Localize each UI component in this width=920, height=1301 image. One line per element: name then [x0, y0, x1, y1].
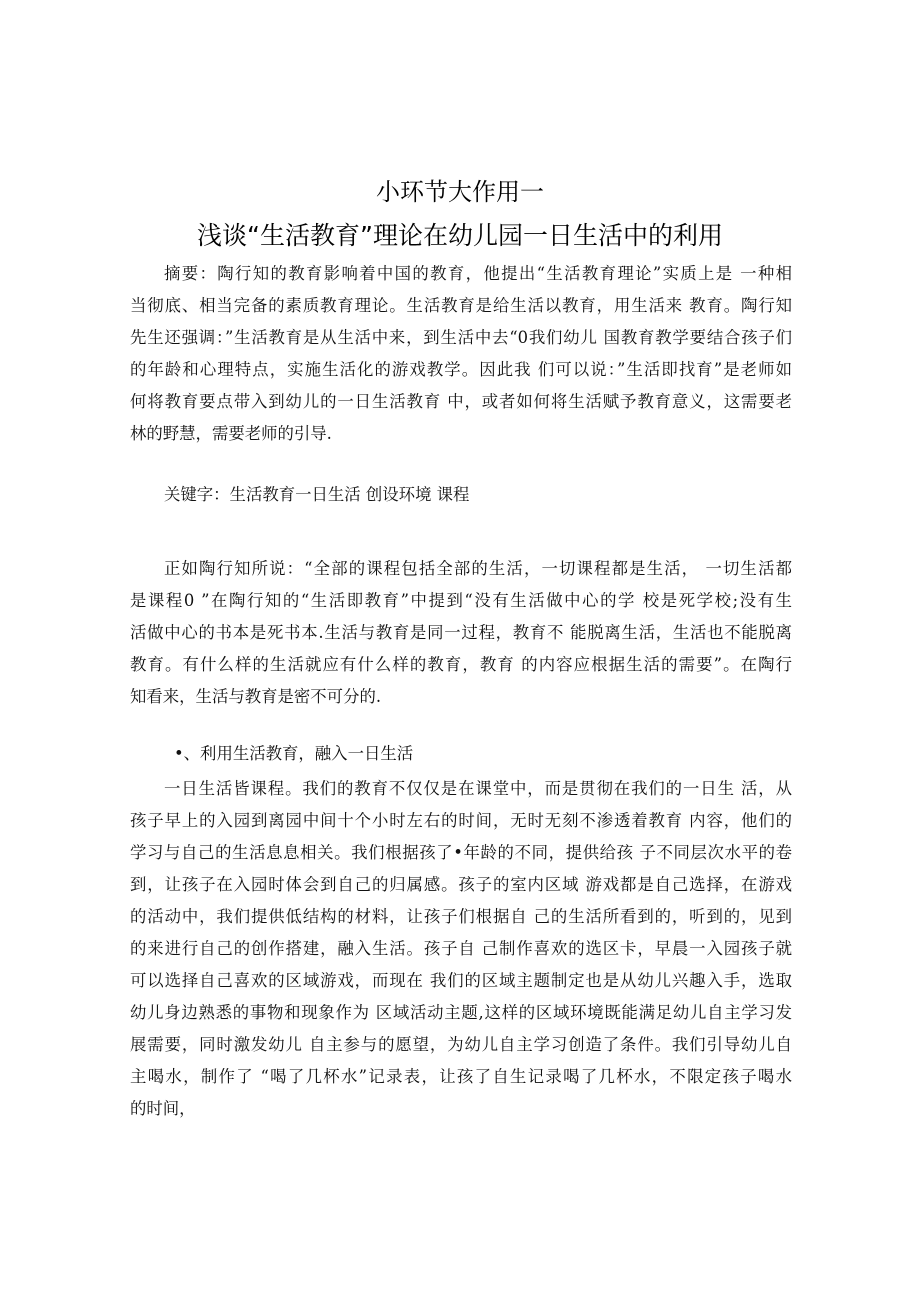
intro-line: 是课程0 ”在陶行知的“生活即教育”中提到“没有生活做中心的学 校是死学校;没有生 — [130, 591, 792, 610]
section-line: 主喝水，制作了 “喝了几杯水”记录表，让孩了自生记录喝了几杯水，不限定孩子喝水 — [130, 1067, 792, 1086]
intro-line: 知看来，生活与教育是密不可分的. — [130, 687, 382, 706]
intro-paragraph — [130, 553, 792, 713]
abstract-line: 先生还强调：”生活教育是从生活中来，到生活中去“0我们幼儿 国教育教学要结合孩子们 — [130, 328, 792, 347]
intro-line: 正如陶行知所说：“全部的课程包括全部的生活，一切课程都是生活， 一切生活都 — [164, 559, 792, 578]
section-line: 幼儿身边熟悉的事物和现象作为 区域活动主题,这样的区域环境既能满足幼儿自主学习发 — [130, 1003, 792, 1022]
abstract-line: 林的野慧，需要老师的引导. — [130, 424, 332, 443]
keywords-line — [130, 479, 826, 511]
intro-line: 教育。有什么样的生活就应有什么样的教育，教育 的内容应根据生活的需要”。在陶行 — [130, 655, 792, 674]
section-line: 的时间， — [130, 1099, 196, 1118]
section-line: 学习与自己的生活息息相关。我们根据孩了•年龄的不同，提供给孩 子不同层次水平的卷 — [130, 843, 792, 862]
section-line: 孩子早上的入园到离园中间十个小时左右的时间，无时无刻不渗透着教育 内容，他们的 — [130, 811, 792, 830]
section-heading — [130, 738, 836, 770]
abstract-paragraph — [130, 258, 792, 450]
section-line: 一日生活皆课程。我们的教育不仅仅是在课堂中，而是贯彻在我们的一日生 活，从 — [164, 779, 792, 798]
intro-line: 活做中心的书本是死书本.生活与教育是同一过程，教育不 能脱离生活，生活也不能脱离 — [130, 623, 792, 642]
abstract-line: 当彻底、相当完备的素质教育理论。生活教育是给生活以教育，用生活来 教育。陶行知 — [130, 296, 792, 315]
section-line: 展需要，同时激发幼儿 自主参与的愿望，为幼儿自主学习创造了条件。我们引导幼儿自 — [130, 1035, 792, 1054]
section-line: 的活动中，我们提供低结构的材料，让孩子们根据自 己的生活所看到的，听到的，见到 — [130, 907, 792, 926]
section-line: 到，让孩子在入园时体会到自己的归属感。孩子的室内区域 游戏都是自己选择，在游戏 — [130, 875, 792, 894]
abstract-line: 何将教育要点带入到幼儿的一日生活教育 中，或者如何将生活赋予教育意义，这需要老 — [130, 392, 792, 411]
keywords-text: 关键字：生活教育一日生活 创设环境 课程 — [164, 485, 470, 504]
abstract-line: 摘要：陶行知的教育影响着中国的教育，他提出“生活教育理论”实质上是 一种相 — [164, 264, 792, 283]
section-line: 的来进行自己的创作搭建，融入生活。孩子自 己制作喜欢的选区卡，早晨一入园孩子就 — [130, 939, 792, 958]
section-line: 可以选择自己喜欢的区域游戏，而现在 我们的区域主题制定也是从幼儿兴趣入手，选取 — [130, 971, 792, 990]
document-title: 小环节大作用一 — [376, 178, 544, 206]
abstract-line: 的年龄和心理特点，实施生活化的游戏教学。因此我 们可以说：”生活即找育”是老师如 — [130, 360, 792, 379]
section-heading-text: •、利用生活教育，融入一日生活 — [174, 744, 414, 763]
section-paragraph — [130, 773, 792, 1125]
document-subtitle: 浅谈“生活教育”理论在幼儿园一日生活中的利用 — [197, 221, 723, 250]
